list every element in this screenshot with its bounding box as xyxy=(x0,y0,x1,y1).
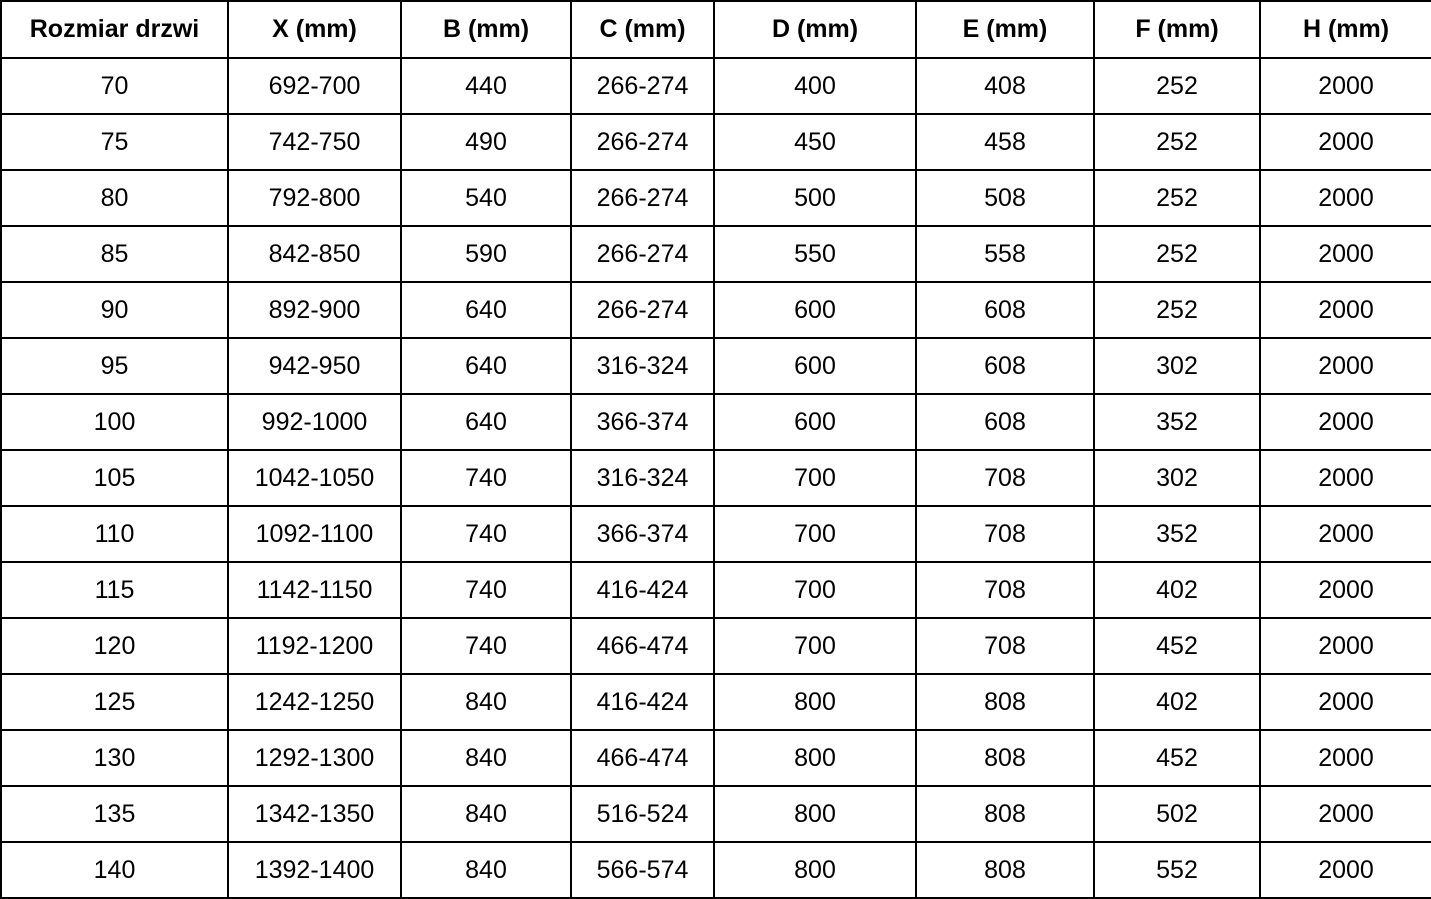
table-cell: 266-274 xyxy=(571,282,714,338)
table-cell: 708 xyxy=(916,618,1094,674)
table-cell: 266-274 xyxy=(571,58,714,114)
table-cell: 458 xyxy=(916,114,1094,170)
table-cell: 80 xyxy=(1,170,228,226)
table-row xyxy=(1,842,1431,898)
table-cell: 590 xyxy=(401,226,571,282)
table-cell: 800 xyxy=(714,730,916,786)
table-cell: 490 xyxy=(401,114,571,170)
table-cell: 408 xyxy=(916,58,1094,114)
table-row xyxy=(1,114,1431,170)
table-cell: 266-274 xyxy=(571,170,714,226)
table-cell: 700 xyxy=(714,618,916,674)
table-row xyxy=(1,450,1431,506)
table-cell: 402 xyxy=(1094,674,1260,730)
table-cell: 352 xyxy=(1094,394,1260,450)
table-cell: 135 xyxy=(1,786,228,842)
table-cell: 700 xyxy=(714,450,916,506)
table-row xyxy=(1,562,1431,618)
table-cell: 600 xyxy=(714,282,916,338)
table-cell: 2000 xyxy=(1260,170,1431,226)
table-cell: 75 xyxy=(1,114,228,170)
table-cell: 252 xyxy=(1094,58,1260,114)
table-cell: 540 xyxy=(401,170,571,226)
table-row xyxy=(1,506,1431,562)
table-cell: 740 xyxy=(401,618,571,674)
column-header-c-mm: C (mm) xyxy=(571,1,714,58)
table-cell: 842-850 xyxy=(228,226,401,282)
table-cell: 740 xyxy=(401,506,571,562)
table-cell: 110 xyxy=(1,506,228,562)
table-cell: 266-274 xyxy=(571,226,714,282)
table-cell: 640 xyxy=(401,338,571,394)
table-cell: 792-800 xyxy=(228,170,401,226)
column-header-h-mm: H (mm) xyxy=(1260,1,1431,58)
table-cell: 608 xyxy=(916,282,1094,338)
table-cell: 2000 xyxy=(1260,226,1431,282)
table-cell: 942-950 xyxy=(228,338,401,394)
table-cell: 1242-1250 xyxy=(228,674,401,730)
table-cell: 316-324 xyxy=(571,450,714,506)
table-row xyxy=(1,618,1431,674)
column-header-d-mm: D (mm) xyxy=(714,1,916,58)
table-cell: 85 xyxy=(1,226,228,282)
table-cell: 742-750 xyxy=(228,114,401,170)
table-cell: 700 xyxy=(714,562,916,618)
table-body xyxy=(1,58,1431,898)
table-cell: 302 xyxy=(1094,338,1260,394)
table-cell: 2000 xyxy=(1260,842,1431,898)
table-cell: 366-374 xyxy=(571,394,714,450)
column-header-b-mm: B (mm) xyxy=(401,1,571,58)
header-row xyxy=(1,1,1431,58)
table-cell: 2000 xyxy=(1260,786,1431,842)
table-cell: 2000 xyxy=(1260,506,1431,562)
table-cell: 266-274 xyxy=(571,114,714,170)
table-cell: 2000 xyxy=(1260,450,1431,506)
table-cell: 352 xyxy=(1094,506,1260,562)
table-cell: 800 xyxy=(714,674,916,730)
table-cell: 252 xyxy=(1094,282,1260,338)
table-cell: 1092-1100 xyxy=(228,506,401,562)
table-row xyxy=(1,58,1431,114)
table-cell: 302 xyxy=(1094,450,1260,506)
table-row xyxy=(1,730,1431,786)
table-cell: 95 xyxy=(1,338,228,394)
table-row xyxy=(1,170,1431,226)
table-cell: 566-574 xyxy=(571,842,714,898)
table-cell: 452 xyxy=(1094,618,1260,674)
table-cell: 2000 xyxy=(1260,114,1431,170)
table-cell: 366-374 xyxy=(571,506,714,562)
table-cell: 2000 xyxy=(1260,674,1431,730)
table-cell: 1042-1050 xyxy=(228,450,401,506)
column-header-x-mm: X (mm) xyxy=(228,1,401,58)
table-cell: 416-424 xyxy=(571,674,714,730)
table-cell: 466-474 xyxy=(571,618,714,674)
table-cell: 640 xyxy=(401,282,571,338)
table-cell: 2000 xyxy=(1260,338,1431,394)
table-cell: 800 xyxy=(714,842,916,898)
table-cell: 552 xyxy=(1094,842,1260,898)
table-cell: 608 xyxy=(916,338,1094,394)
table-cell: 600 xyxy=(714,394,916,450)
table-row xyxy=(1,338,1431,394)
table-row xyxy=(1,282,1431,338)
table-cell: 800 xyxy=(714,786,916,842)
table-cell: 500 xyxy=(714,170,916,226)
table-cell: 808 xyxy=(916,730,1094,786)
table-cell: 992-1000 xyxy=(228,394,401,450)
table-cell: 550 xyxy=(714,226,916,282)
table-row xyxy=(1,786,1431,842)
table-cell: 1392-1400 xyxy=(228,842,401,898)
table-cell: 1142-1150 xyxy=(228,562,401,618)
table-cell: 115 xyxy=(1,562,228,618)
column-header-rozmiar-drzwi: Rozmiar drzwi xyxy=(1,1,228,58)
table-cell: 140 xyxy=(1,842,228,898)
table-cell: 608 xyxy=(916,394,1094,450)
table-cell: 840 xyxy=(401,786,571,842)
table-cell: 692-700 xyxy=(228,58,401,114)
table-cell: 252 xyxy=(1094,226,1260,282)
table-cell: 600 xyxy=(714,338,916,394)
table-cell: 708 xyxy=(916,450,1094,506)
table-cell: 1292-1300 xyxy=(228,730,401,786)
table-cell: 252 xyxy=(1094,170,1260,226)
table-cell: 100 xyxy=(1,394,228,450)
table-cell: 70 xyxy=(1,58,228,114)
table-row xyxy=(1,394,1431,450)
table-cell: 466-474 xyxy=(571,730,714,786)
table-cell: 2000 xyxy=(1260,58,1431,114)
table-row xyxy=(1,226,1431,282)
table-cell: 516-524 xyxy=(571,786,714,842)
table-cell: 740 xyxy=(401,562,571,618)
table-cell: 440 xyxy=(401,58,571,114)
table-cell: 892-900 xyxy=(228,282,401,338)
table-cell: 316-324 xyxy=(571,338,714,394)
table-row xyxy=(1,674,1431,730)
table-cell: 105 xyxy=(1,450,228,506)
table-cell: 2000 xyxy=(1260,618,1431,674)
table-cell: 558 xyxy=(916,226,1094,282)
table-cell: 452 xyxy=(1094,730,1260,786)
table-cell: 125 xyxy=(1,674,228,730)
table-cell: 252 xyxy=(1094,114,1260,170)
table-cell: 90 xyxy=(1,282,228,338)
table-cell: 502 xyxy=(1094,786,1260,842)
table-cell: 700 xyxy=(714,506,916,562)
table-cell: 808 xyxy=(916,786,1094,842)
table-cell: 416-424 xyxy=(571,562,714,618)
table-cell: 120 xyxy=(1,618,228,674)
table-cell: 840 xyxy=(401,674,571,730)
table-cell: 2000 xyxy=(1260,282,1431,338)
column-header-e-mm: E (mm) xyxy=(916,1,1094,58)
table-cell: 808 xyxy=(916,674,1094,730)
table-cell: 400 xyxy=(714,58,916,114)
table-cell: 1192-1200 xyxy=(228,618,401,674)
table-cell: 740 xyxy=(401,450,571,506)
table-cell: 1342-1350 xyxy=(228,786,401,842)
table-cell: 450 xyxy=(714,114,916,170)
table-cell: 2000 xyxy=(1260,730,1431,786)
table-cell: 508 xyxy=(916,170,1094,226)
table-cell: 840 xyxy=(401,730,571,786)
table-cell: 2000 xyxy=(1260,394,1431,450)
table-cell: 840 xyxy=(401,842,571,898)
table-cell: 130 xyxy=(1,730,228,786)
table-cell: 708 xyxy=(916,562,1094,618)
table-cell: 640 xyxy=(401,394,571,450)
table-cell: 2000 xyxy=(1260,562,1431,618)
table-cell: 708 xyxy=(916,506,1094,562)
column-header-f-mm: F (mm) xyxy=(1094,1,1260,58)
table-cell: 808 xyxy=(916,842,1094,898)
table-cell: 402 xyxy=(1094,562,1260,618)
